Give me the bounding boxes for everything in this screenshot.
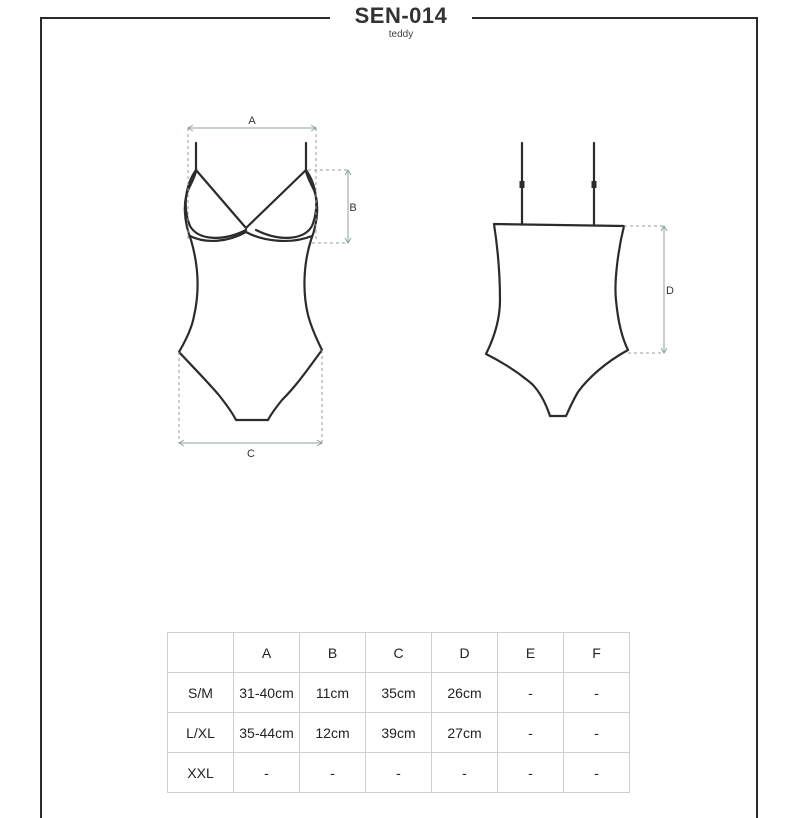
size-label-cell: S/M (168, 673, 234, 713)
size-table-header-cell: A (234, 633, 300, 673)
size-table-cell: - (366, 753, 432, 793)
size-table-cell: - (432, 753, 498, 793)
size-table-header-cell: F (564, 633, 630, 673)
dim-b-label: B (349, 202, 357, 214)
size-table (167, 632, 630, 793)
size-table-cell: 39cm (366, 713, 432, 753)
size-table-cell: - (498, 753, 564, 793)
size-table-cell: 31-40cm (234, 673, 300, 713)
size-table-cell: - (498, 713, 564, 753)
size-table-cell: - (564, 673, 630, 713)
size-table-cell: 35cm (366, 673, 432, 713)
size-table-row (168, 753, 630, 793)
size-table-header-cell: C (366, 633, 432, 673)
back-body-outline (486, 224, 628, 416)
size-table-header-row (168, 633, 630, 673)
size-table-cell: 27cm (432, 713, 498, 753)
dim-d-label: D (666, 285, 674, 297)
back-left-slider (520, 181, 525, 188)
front-body-outline (179, 170, 322, 420)
size-table-cell: 11cm (300, 673, 366, 713)
size-table-cell: 35-44cm (234, 713, 300, 753)
size-label-cell: L/XL (168, 713, 234, 753)
size-table-cell: - (234, 753, 300, 793)
size-table-header-cell: D (432, 633, 498, 673)
size-table-row (168, 713, 630, 753)
size-table-header-cell (168, 633, 234, 673)
product-type: teddy (388, 29, 414, 40)
front-view (179, 143, 322, 420)
size-table-row (168, 673, 630, 713)
size-table-header-cell: E (498, 633, 564, 673)
size-label-cell: XXL (168, 753, 234, 793)
size-table-cell: - (498, 673, 564, 713)
size-table-cell: - (564, 713, 630, 753)
size-table-cell: - (300, 753, 366, 793)
back-view (486, 143, 628, 416)
dim-c-label: C (247, 448, 255, 460)
back-right-slider (592, 181, 597, 188)
size-table-header-cell: B (300, 633, 366, 673)
dim-a-label: A (248, 115, 256, 127)
size-table-cell: 12cm (300, 713, 366, 753)
size-table-cell: - (564, 753, 630, 793)
front-left-cup (186, 170, 246, 238)
product-code: SEN-014 (354, 3, 448, 28)
front-right-cup (256, 170, 316, 238)
size-table-cell: 26cm (432, 673, 498, 713)
